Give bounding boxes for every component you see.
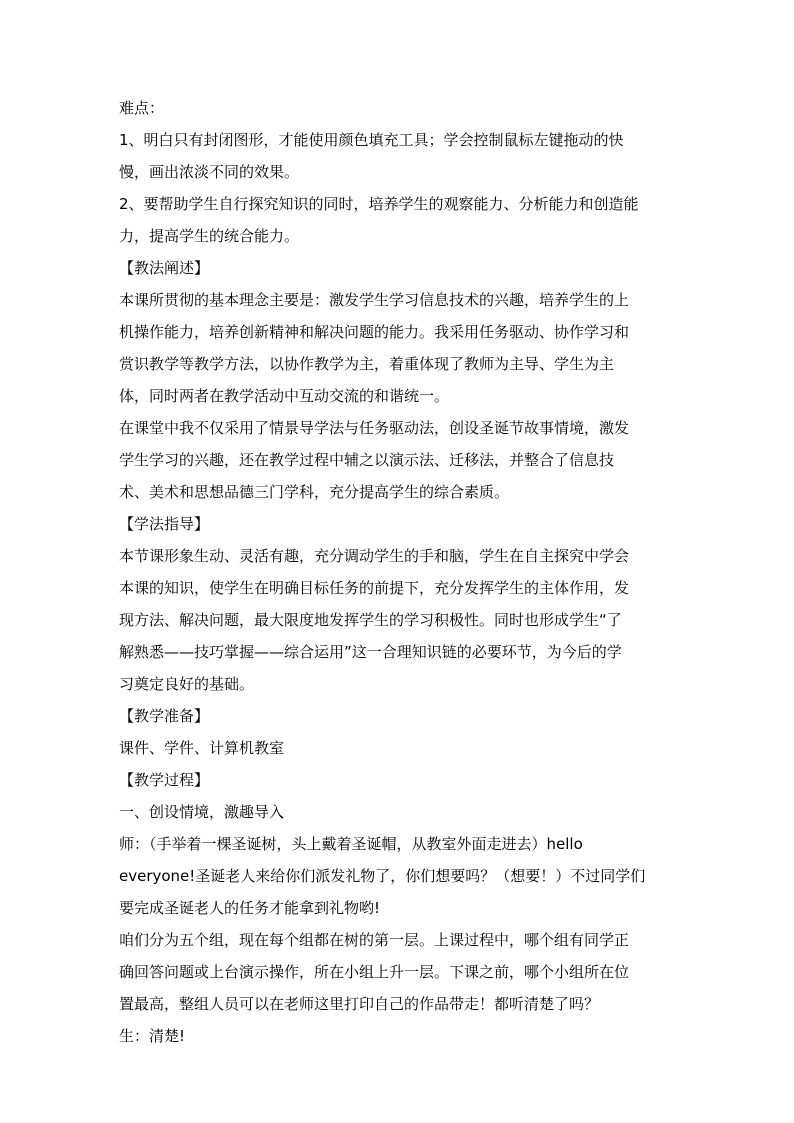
text-line: 本课所贯彻的基本理念主要是：激发学生学习信息技术的兴趣，培养学生的上: [119, 291, 630, 309]
section-heading: 【教学准备】: [119, 707, 210, 725]
text-line: 2、要帮助学生自行探究知识的同时，培养学生的观察能力、分析能力和创造能: [119, 195, 639, 213]
subsection-heading: 一、创设情境，激趣导入: [119, 803, 285, 821]
text-line: 解熟悉——技巧掌握——综合运用”这一合理知识链的必要环节，为今后的学: [119, 643, 622, 661]
text-line: 本节课形象生动、灵活有趣，充分调动学生的手和脑，学生在自主探究中学会: [119, 547, 630, 565]
text-line: everyone!圣诞老人来给你们派发礼物了，你们想要吗？（想要！）不过同学们: [119, 867, 646, 885]
text-line: 在课堂中我不仅采用了情景导学法与任务驱动法，创设圣诞节故事情境，激发: [119, 419, 630, 437]
text-line: 置最高，整组人员可以在老师这里打印自己的作品带走！都听清楚了吗？: [119, 995, 600, 1013]
text-line: 机操作能力，培养创新精神和解决问题的能力。我采用任务驱动、协作学习和: [119, 323, 630, 341]
text-line: 咱们分为五个组，现在每个组都在树的第一层。上课过程中，哪个组有同学正: [119, 931, 630, 949]
text-line: 习奠定良好的基础。: [119, 675, 255, 693]
section-heading: 【学法指导】: [119, 515, 210, 533]
text-line: 本课的知识，使学生在明确目标任务的前提下，充分发挥学生的主体作用，发: [119, 579, 630, 597]
text-line: 力，提高学生的统合能力。: [119, 227, 300, 245]
text-line: 1、明白只有封闭图形，才能使用颜色填充工具；学会控制鼠标左键拖动的快: [119, 131, 624, 149]
text-line: 学生学习的兴趣，还在教学过程中辅之以演示法、迁移法，并整合了信息技: [119, 451, 615, 469]
text-line: 师：（手举着一棵圣诞树，头上戴着圣诞帽，从教室外面走进去）hello: [119, 835, 583, 853]
text-line: 慢，画出浓淡不同的效果。: [119, 163, 300, 181]
text-line: 赏识教学等教学方法，以协作教学为主，着重体现了教师为主导、学生为主: [119, 355, 615, 373]
text-line: 课件、学件、计算机教室: [119, 739, 285, 757]
document-body: [119, 92, 675, 1052]
section-heading: 【教学过程】: [119, 771, 210, 789]
text-line: 现方法、解决问题，最大限度地发挥学生的学习积极性。同时也形成学生“了: [119, 611, 622, 629]
text-line: 生：清楚!: [119, 1027, 186, 1045]
text-line: 术、美术和思想品德三门学科，充分提高学生的综合素质。: [119, 483, 510, 501]
text-line: 要完成圣诞老人的任务才能拿到礼物哟!: [119, 899, 381, 917]
text-line: 难点：: [119, 99, 165, 117]
section-heading: 【教法阐述】: [119, 259, 210, 277]
text-line: 体，同时两者在教学活动中互动交流的和谐统一。: [119, 387, 450, 405]
text-line: 确回答问题或上台演示操作，所在小组上升一层。下课之前，哪个小组所在位: [119, 963, 630, 981]
